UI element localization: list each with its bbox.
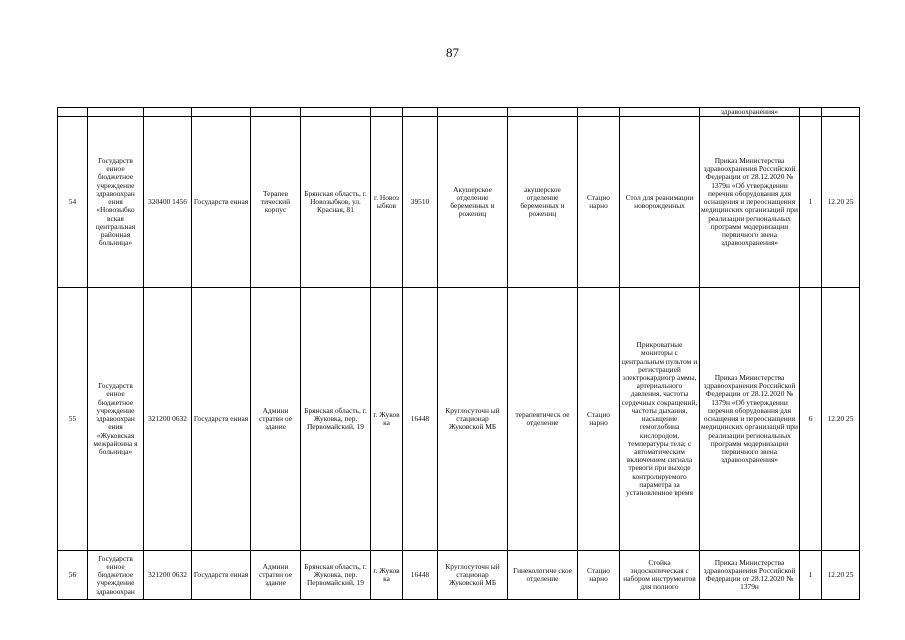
- quantity-cell: 6: [800, 288, 822, 551]
- code-cell: 321200 0632: [144, 288, 192, 551]
- row-number: 55: [58, 288, 88, 551]
- date-cell: 12.20 25: [822, 288, 860, 551]
- ownership-cell: Государств енная: [192, 117, 251, 288]
- address-cell: Брянская область, г. Жуковка, пер. Первомайский, 19: [301, 551, 371, 600]
- table-row: [58, 117, 860, 288]
- ownership-cell: Государств енная: [192, 288, 251, 551]
- mode-cell: Стацио нарно: [578, 117, 620, 288]
- equipment-cell: Прикроватные мониторы с центральным пультом и регистрацией электрокардиогр аммы, артериального давления, частоты сердечных сокращений, частоты дыхания, насыщение гемоглобина кислородом, температуры тела; с автоматическим включением сигнала тревоги при выходе контролируемого параметра за установленное время: [620, 288, 700, 551]
- structure-cell: Круглосуточн ый стационар Жуковской МБ: [438, 551, 508, 600]
- date-cell: 12.20 25: [822, 551, 860, 600]
- index-cell: 39510: [403, 117, 438, 288]
- code-cell: 321200 0632: [144, 551, 192, 600]
- equipment-table: [57, 107, 860, 600]
- quantity-cell: 1: [800, 117, 822, 288]
- city-cell: г. Жуков ка: [371, 288, 403, 551]
- department-cell: терапевтическ ое отделение: [508, 288, 578, 551]
- code-cell: 320400 1456: [144, 117, 192, 288]
- ownership-cell: Государств енная: [192, 551, 251, 600]
- row-number: 56: [58, 551, 88, 600]
- index-cell: 16448: [403, 288, 438, 551]
- index-cell: 16448: [403, 551, 438, 600]
- organization-cell: Государств енное бюджетное учреждение здравоохран ения «Новозыбко вская центральная районная больница»: [88, 117, 144, 288]
- page-number: 87: [446, 45, 459, 60]
- mode-cell: Стацио нарно: [578, 288, 620, 551]
- date-cell: 12.20 25: [822, 117, 860, 288]
- building-cell: Админи стратвн ое здание: [251, 288, 301, 551]
- mode-cell: Стацио нарно: [578, 551, 620, 600]
- order-cell: Приказ Министерства здравоохранения Российской Федерации от 28.12.2020 № 1379н «Об утверждении перечня оборудования для оснащения и переоснащения медицинских организаций при реализации региональных программ модернизации первичного звена здравоохранения»: [700, 117, 800, 288]
- order-cell: здравоохранения»: [700, 108, 800, 117]
- table-row: [58, 288, 860, 551]
- structure-cell: Круглосуточн ый стационар Жуковской МБ: [438, 288, 508, 551]
- structure-cell: Акушерское отделение беременных и рожениц: [438, 117, 508, 288]
- equipment-cell: Стойка эндоскопическая с набором инструментов для полного: [620, 551, 700, 600]
- city-cell: г. Жуков ка: [371, 551, 403, 600]
- address-cell: Брянская область, г. Новозыбков, ул. Красная, 81: [301, 117, 371, 288]
- order-cell: Приказ Министерства здравоохранения Российской Федерации от 28.12.2020 № 1379н «Об утверждении перечня оборудования для оснащения и переоснащения медицинских организаций при реализации региональных программ модернизации первичного звена здравоохранения»: [700, 288, 800, 551]
- order-cell: Приказ Министерства здравоохранения Российской Федерации от 28.12.2020 № 1379н: [700, 551, 800, 600]
- organization-cell: Государств енное бюджетное учреждение здравоохран: [88, 551, 144, 600]
- department-cell: Гинекологиче ское отделение: [508, 551, 578, 600]
- building-cell: Терапев тический корпус: [251, 117, 301, 288]
- address-cell: Брянская область, г. Жуковка, пер. Первомайский, 19: [301, 288, 371, 551]
- quantity-cell: 1: [800, 551, 822, 600]
- department-cell: акушерское отделение беременных и рожениц: [508, 117, 578, 288]
- building-cell: Админи стратвн ое здание: [251, 551, 301, 600]
- city-cell: г. Новоз ыбков: [371, 117, 403, 288]
- table-row: [58, 551, 860, 600]
- table-row: [58, 108, 860, 117]
- equipment-cell: Стол для реанимации новорожденных: [620, 117, 700, 288]
- row-number: 54: [58, 117, 88, 288]
- organization-cell: Государств енное бюджетное учреждение здравоохран ения «Жуковская межрайонна я больница»: [88, 288, 144, 551]
